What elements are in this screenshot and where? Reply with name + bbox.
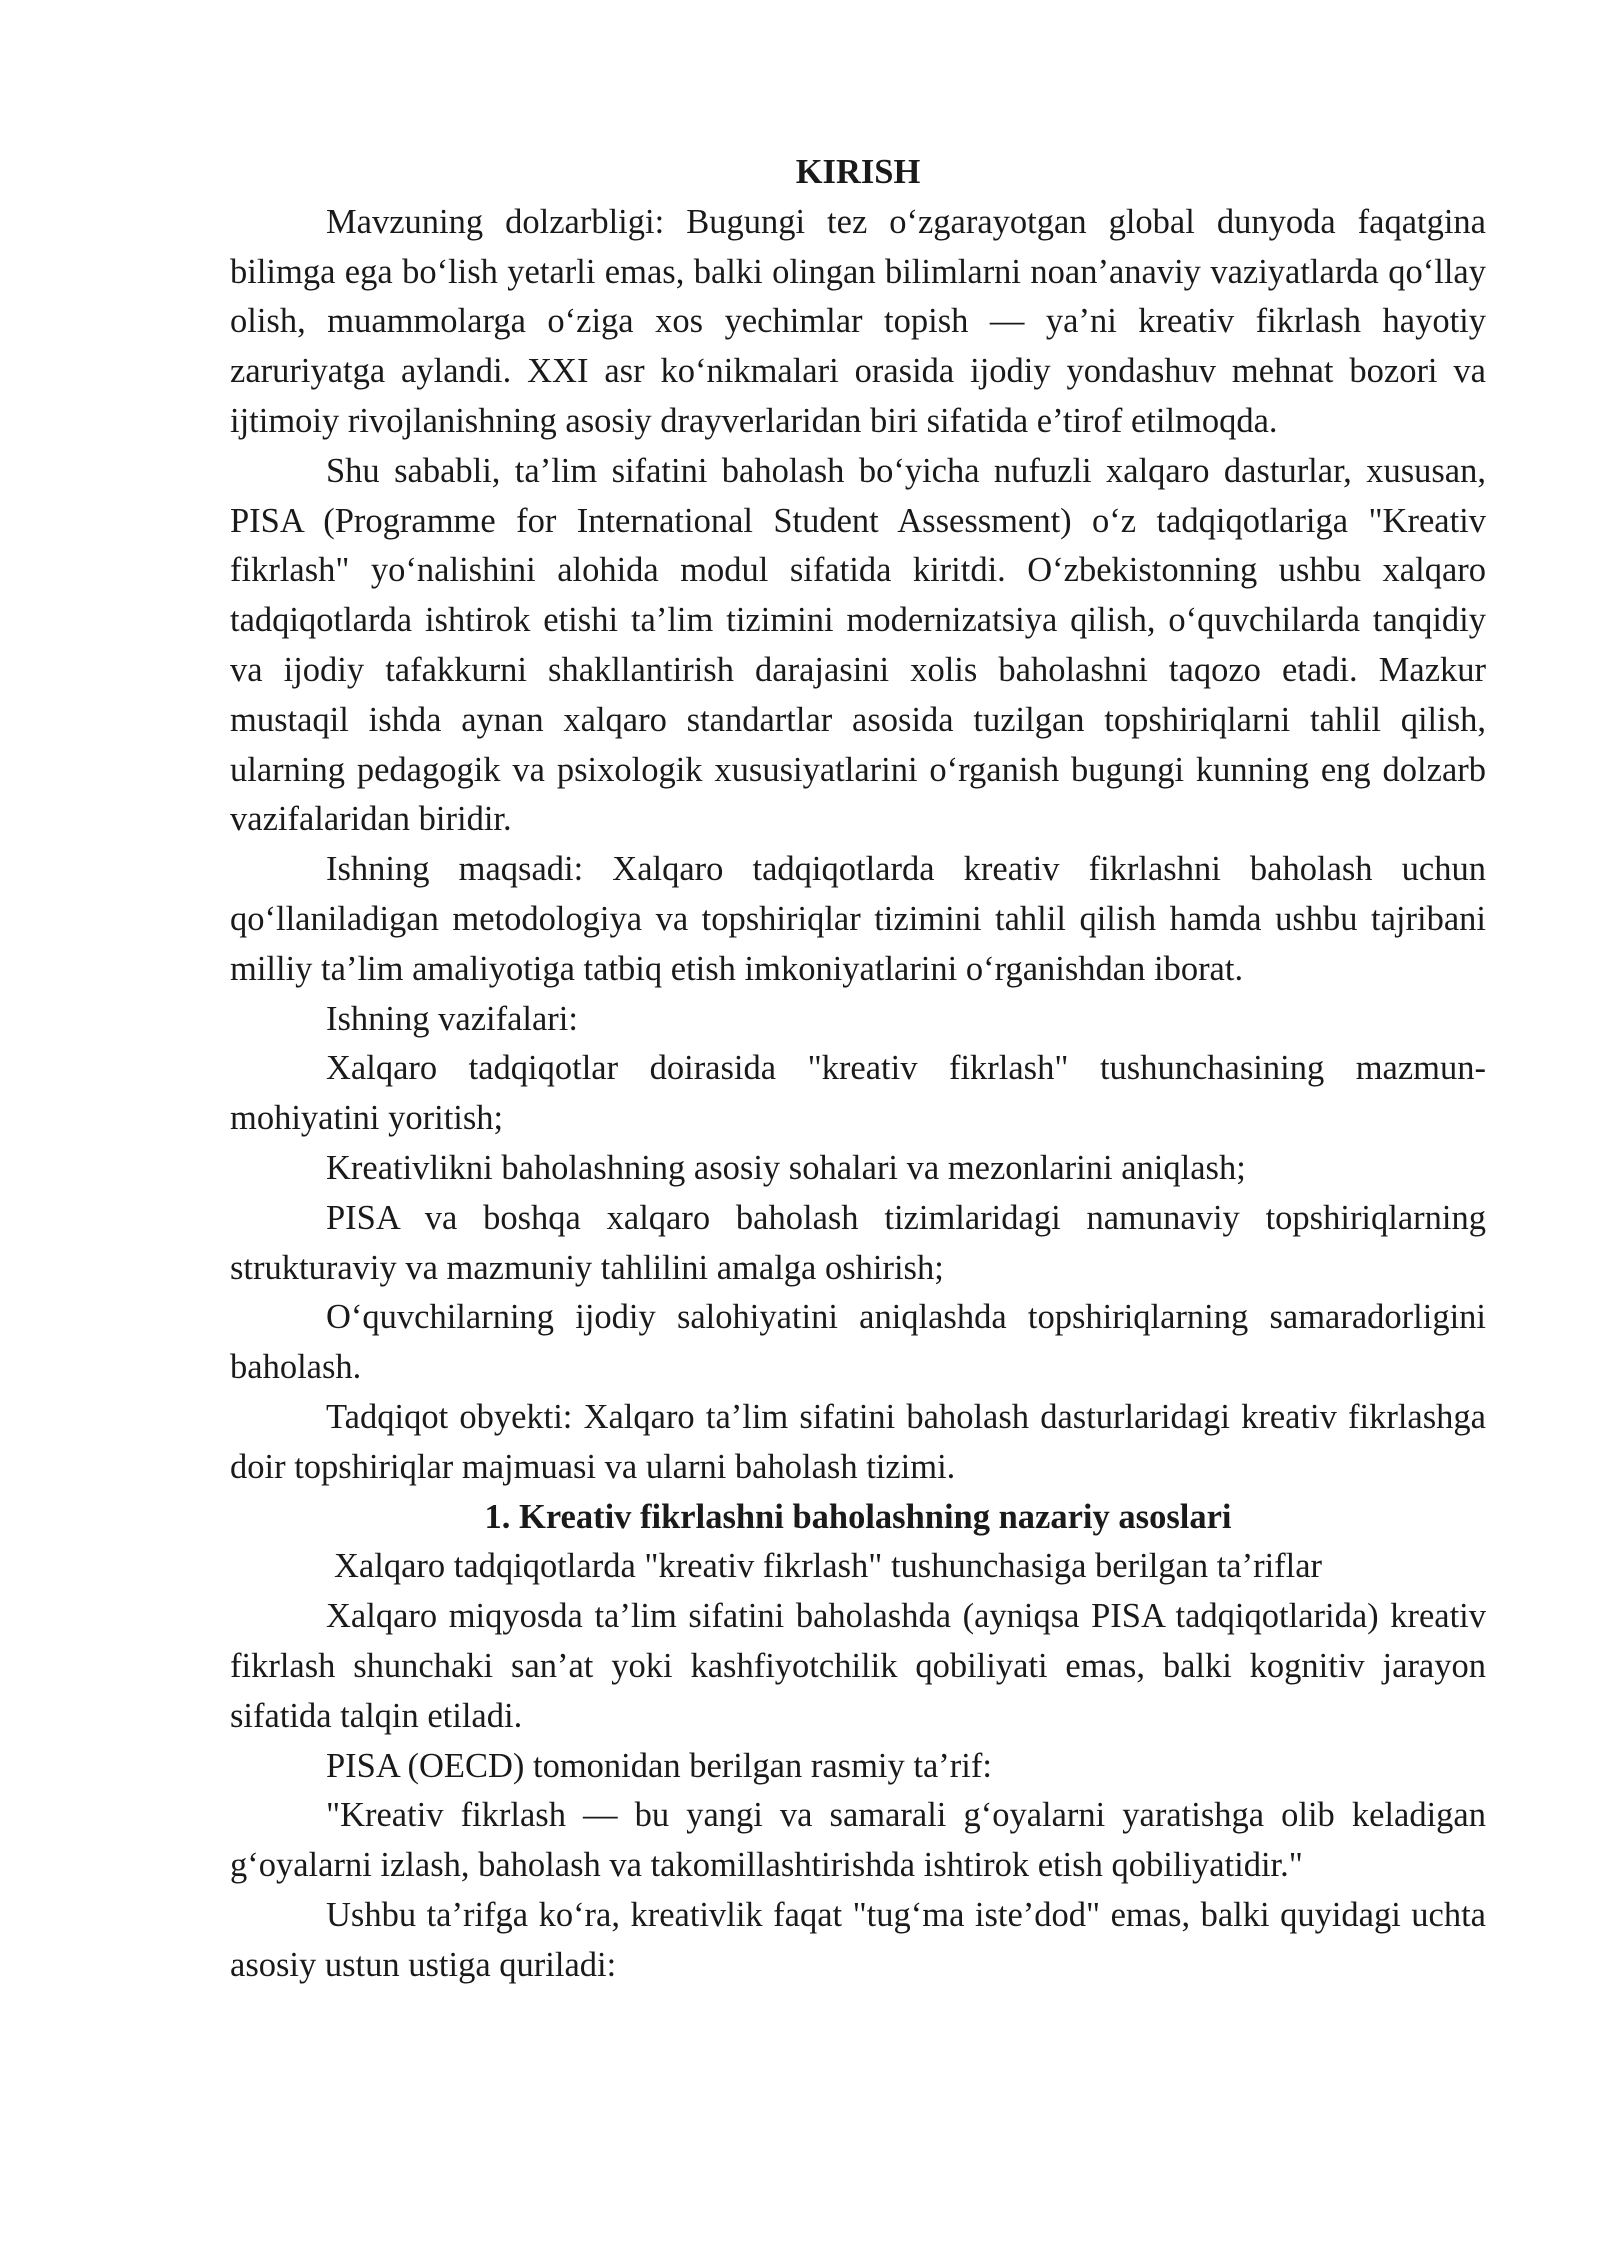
section-subheading: Xalqaro tadqiqotlarda "kreativ fikrlash" tushunchasiga berilgan ta’riflar [334, 1547, 1323, 1586]
paragraph-definition-quote: "Kreativ fikrlash — bu yangi va samarali g‘oyalarni yaratishga olib keladigan g‘oyalarni izlash, baholash va takomillashtirishda ishtirok etish qobiliyatidir." [230, 1796, 1486, 1885]
task-item-3: PISA va boshqa xalqaro baholash tizimlaridagi namunaviy topshiriqlarning strukturaviy va mazmuniy tahlilini amalga oshirish; [230, 1198, 1486, 1287]
task-item-1: Xalqaro tadqiqotlar doirasida "kreativ fikrlash" tushunchasining mazmun-mohiyatini yoritish; [230, 1049, 1486, 1138]
paragraph-research-object: Tadqiqot obyekti: Xalqaro ta’lim sifatini baholash dasturlaridagi kreativ fikrlashga doir topshiriqlar majmuasi va ularni baholash tizimi. [230, 1397, 1486, 1486]
task-item-4: O‘quvchilarning ijodiy salohiyatini aniqlashda topshiriqlarning samaradorligini baholash. [230, 1298, 1486, 1387]
paragraph-pisa-context: Shu sababli, ta’lim sifatini baholash bo‘yicha nufuzli xalqaro dasturlar, xususan, PISA (Programme for International Student Assessment) o‘z tadqiqotlariga "Kreativ fikrlash" yo‘nalishini alohida modul sifatida kiritdi. O‘zbekistonning ushbu xalqaro tadqiqotlarda ishtirok etishi ta’lim tizimini modernizatsiya qilish, o‘quvchilarda tanqidiy va ijodiy tafakkurni shakllantirish darajasini xolis baholashni taqozo etadi. Mazkur mustaqil ishda aynan xalqaro standartlar asosida tuzilgan topshiriqlarni tahlil qilish, ularning pedagogik va psixologik xususiyatlarini o‘rganish bugungi kunning eng dolzarb vazifalaridan biridir. [230, 451, 1486, 839]
paragraph-interpretation: Xalqaro miqyosda ta’lim sifatini baholashda (ayniqsa PISA tadqiqotlarida) kreativ fikrlash shunchaki san’at yoki kashfiyotchilik qobiliyati emas, balki kognitiv jarayon sifatida talqin etiladi. [230, 1597, 1486, 1735]
section-heading: 1. Kreativ fikrlashni baholashning nazariy asoslari [484, 1497, 1232, 1536]
document-title: KIRISH [795, 153, 921, 191]
paragraph-relevance: Mavzuning dolzarbligi: Bugungi tez o‘zgarayotgan global dunyoda faqatgina bilimga ega bo‘lish yetarli emas, balki olingan bilimlarni noan’anaviy vaziyatlarda qo‘llay olish, muammolarga o‘ziga xos yechimlar topish — ya’ni kreativ fikrlash hayotiy zaruriyatga aylandi. XXI asr ko‘nikmalari orasida ijodiy yondashuv mehnat bozori va ijtimoiy rivojlanishning asosiy drayverlaridan biri sifatida e’tirof etilmoqda. [230, 202, 1486, 440]
task-item-2: Kreativlikni baholashning asosiy sohalari va mezonlarini aniqlash; [326, 1148, 1246, 1187]
paragraph-pillars-intro: Ushbu ta’rifga ko‘ra, kreativlik faqat "tug‘ma iste’dod" emas, balki quyidagi uchta asosiy ustun ustiga quriladi: [230, 1895, 1486, 1984]
paragraph-tasks-label: Ishning vazifalari: [326, 999, 578, 1038]
paragraph-goal: Ishning maqsadi: Xalqaro tadqiqotlarda kreativ fikrlashni baholash uchun qo‘llaniladigan metodologiya va topshiriqlar tizimini tahlil qilish hamda ushbu tajribani milliy ta’lim amaliyotiga tatbiq etish imkoniyatlarini o‘rganishdan iborat. [230, 850, 1486, 988]
paragraph-definition-label: PISA (OECD) tomonidan berilgan rasmiy ta’rif: [326, 1746, 992, 1785]
document-page [230, 148, 1486, 1990]
